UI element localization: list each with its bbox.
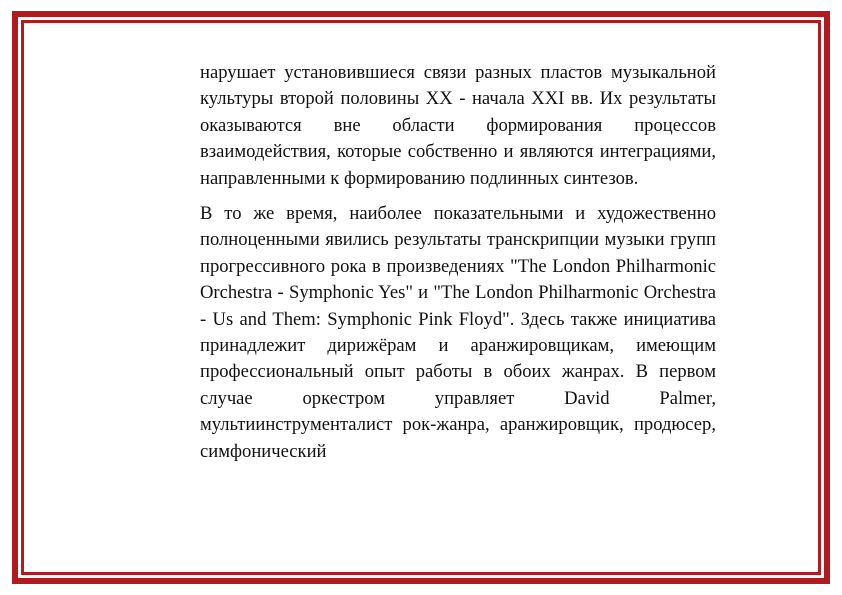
document-body [200,60,716,465]
paragraph-1: нарушает установившиеся связи разных пластов музыкальной культуры второй половины XX - начала XXI вв. Их результаты оказываются вне области формирования процессов взаимодействия, которые собственно и являются интеграциями, направленными к формированию подлинных синтезов. [200,62,716,189]
paragraph-2: В то же время, наиболее показательными и художественно полноценными явились результаты транскрипции музыки групп прогрессивного рока в произведениях "The London Philharmonic Orchestra - Symphonic Yes" и "The London Philharmonic Orchestra - Us and Them: Symphonic Pink Floyd". Здесь также инициатива принадлежит дирижёрам и аранжировщикам, имеющим профессиональный опыт работы в обоих жанрах. В первом случае оркестром управляет David Palmer, мультиинструменталист рок-жанра, аранжировщик, продюсер, симфонический [200,203,716,462]
